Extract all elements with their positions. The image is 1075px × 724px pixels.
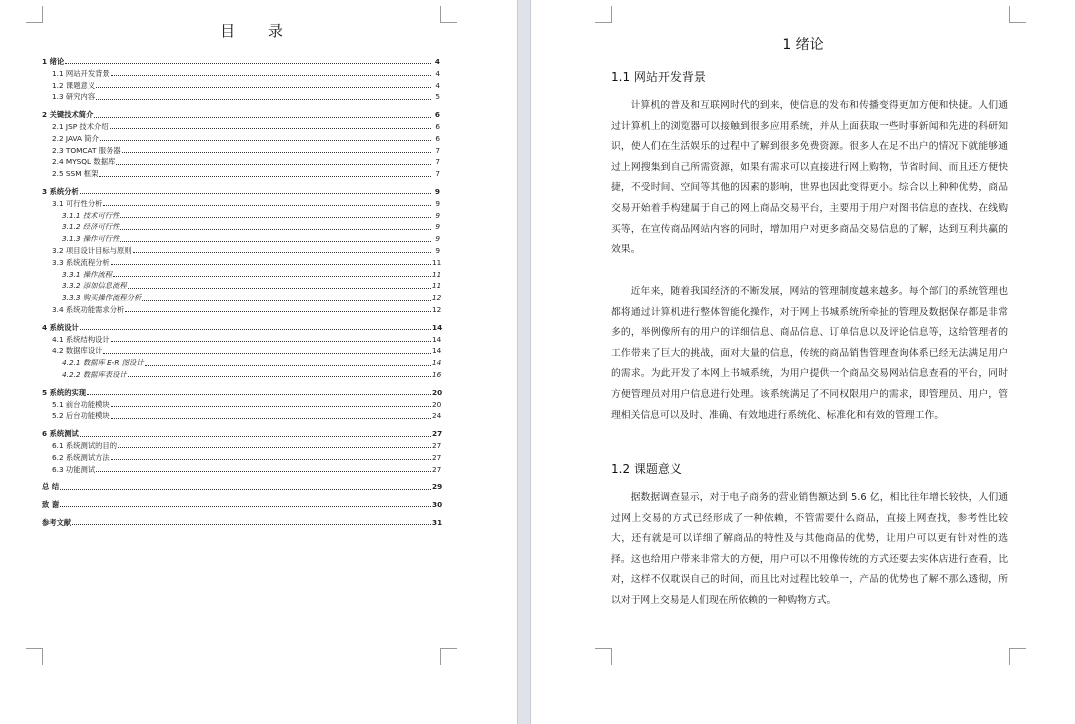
toc-leader-dots xyxy=(142,294,431,301)
toc-entry[interactable] xyxy=(42,481,443,493)
toc-entry-page: 14 xyxy=(432,346,442,356)
toc-entry-label: 3.4 系统功能需求分析 xyxy=(52,304,125,314)
crop-mark-bottom-left xyxy=(595,648,612,665)
toc-entry-label: 5.1 前台功能模块 xyxy=(52,399,110,409)
toc-entry-page: 12 xyxy=(432,304,442,314)
toc-entry[interactable] xyxy=(42,68,440,80)
toc-leader-dots xyxy=(128,370,431,377)
toc-leader-dots xyxy=(113,270,431,277)
toc-leader-dots xyxy=(100,134,431,141)
toc-entry-page: 9 xyxy=(435,198,440,208)
toc-entry-page: 7 xyxy=(435,157,440,167)
toc-leader-dots xyxy=(145,359,431,366)
toc-entry[interactable] xyxy=(42,198,440,210)
toc-entry-page: 24 xyxy=(432,411,442,421)
toc-leader-dots xyxy=(94,111,431,118)
toc-entry[interactable] xyxy=(42,399,440,411)
toc-entry-page: 4 xyxy=(435,68,440,78)
toc-leader-dots xyxy=(96,93,431,100)
toc-entry-page: 5 xyxy=(435,92,440,102)
toc-entry-label: 3.1.1 技术可行性 xyxy=(62,210,120,220)
toc-entry[interactable] xyxy=(42,210,440,222)
toc-entry-label: 2.5 SSM 框架 xyxy=(52,169,99,179)
toc-entry[interactable] xyxy=(42,464,440,476)
toc-entry[interactable] xyxy=(42,145,440,157)
toc-leader-dots xyxy=(80,323,431,330)
toc-entry-label: 4.2.1 数据库 E-R 图设计 xyxy=(62,358,144,368)
toc-entry-label: 3 系统分析 xyxy=(42,186,79,196)
toc-leader-dots xyxy=(120,223,431,230)
toc-entry[interactable] xyxy=(42,452,440,464)
toc-entry-page: 6 xyxy=(434,110,440,120)
crop-mark-bottom-right xyxy=(1009,648,1026,665)
toc-entry[interactable] xyxy=(42,304,440,316)
paragraph: 近年来，随着我国经济的不断发展，网站的管理制度越来越多。每个部门的系统管理也都将通过计算机进行整体智能化操作，对于网上书城系统所牵扯的管理及数据保存都是非常多的，举例像所有的用户的详细信息、商品信息、订单信息以及评论信息等，这给管理者的工作带来了巨大的挑战，面对大量的信息，传统的商品销售管理查询体系已经无法满足用户的需求。为此开发了本网上书城系统，为用户提供一个商品交易网站信息查看的平台，同时方便管理员对用户信息进行处理。该系统满足了不同权限用户的需求，即管理员、用户，管理相关信息可以及时、准确、有效地进行系统化、标准化和有效的管理工作。 xyxy=(611,286,1008,421)
toc-leader-dots xyxy=(120,235,431,242)
toc-leader-dots xyxy=(96,465,431,472)
toc-leader-dots xyxy=(87,388,431,395)
toc-entry-label: 2.3 TOMCAT 服务器 xyxy=(52,145,121,155)
toc-entry[interactable] xyxy=(42,56,440,68)
toc-entry-label: 1.2 课题意义 xyxy=(52,80,96,90)
toc-leader-dots xyxy=(60,483,431,490)
crop-mark-bottom-left xyxy=(26,648,43,665)
toc-entry[interactable] xyxy=(42,292,440,304)
toc-entry-page: 11 xyxy=(432,257,442,267)
toc-entry-label: 3.3 系统流程分析 xyxy=(52,257,110,267)
toc-entry-page: 14 xyxy=(432,322,443,332)
toc-leader-dots xyxy=(111,69,431,76)
toc-leader-dots xyxy=(60,500,431,507)
toc-entry[interactable] xyxy=(42,168,440,180)
toc-entry-page: 14 xyxy=(432,334,442,344)
section-title: 1.2 课题意义 xyxy=(611,462,682,476)
toc-entry[interactable] xyxy=(42,345,440,357)
chapter-title: 1 绪论 xyxy=(782,37,824,53)
toc-entry-page: 27 xyxy=(432,440,442,450)
toc-entry[interactable] xyxy=(42,428,443,440)
toc-entry-page: 27 xyxy=(432,452,442,462)
toc-entry-label: 4 系统设计 xyxy=(42,322,79,332)
toc-entry-label: 1 绪论 xyxy=(42,57,65,66)
toc-entry-label: 2.4 MYSQL 数据库 xyxy=(52,157,116,167)
toc-entry[interactable] xyxy=(42,91,440,103)
toc-entry-label: 6.2 系统测试方法 xyxy=(52,452,110,462)
toc-entry-label: 2.2 JAVA 简介 xyxy=(52,133,99,143)
toc-entry-page: 29 xyxy=(432,482,443,492)
toc-leader-dots xyxy=(118,441,431,448)
toc-entry[interactable] xyxy=(42,280,440,292)
toc-entry-label: 3.1 可行性分析 xyxy=(52,198,103,208)
toc-entry-label: 致 谢 xyxy=(42,500,60,510)
toc-entry-label: 3.3.2 添加信息流程 xyxy=(62,281,127,291)
toc-leader-dots xyxy=(103,199,431,206)
toc-entry-page: 27 xyxy=(432,464,442,474)
toc-entry-page: 4 xyxy=(435,80,440,90)
toc-entry[interactable] xyxy=(42,410,440,422)
toc-leader-dots xyxy=(103,347,431,354)
toc-entry[interactable] xyxy=(42,221,440,233)
toc-entry-label: 6.1 系统测试的目的 xyxy=(52,440,118,450)
toc-entry-page: 16 xyxy=(432,369,442,379)
toc-entry[interactable] xyxy=(42,233,440,245)
toc-leader-dots xyxy=(116,158,431,165)
toc-entry-label: 3.1.3 操作可行性 xyxy=(62,234,120,244)
toc-entry[interactable] xyxy=(42,269,440,281)
toc-entry[interactable] xyxy=(42,245,440,257)
toc-entry[interactable] xyxy=(42,121,440,133)
toc-entry-page: 7 xyxy=(435,169,440,179)
toc-leader-dots xyxy=(111,400,431,407)
toc-entry-page: 20 xyxy=(432,399,442,409)
toc-entry-page: 11 xyxy=(432,269,442,279)
toc-entry-page: 4 xyxy=(434,57,440,66)
toc-leader-dots xyxy=(125,305,431,312)
toc-list xyxy=(42,56,443,529)
toc-leader-dots xyxy=(80,430,431,437)
toc-entry-page: 7 xyxy=(435,145,440,155)
toc-leader-dots xyxy=(133,246,431,253)
toc-leader-dots xyxy=(111,412,431,419)
toc-leader-dots xyxy=(128,282,431,289)
crop-mark-top-left xyxy=(595,6,612,23)
crop-mark-bottom-right xyxy=(440,648,457,665)
toc-entry[interactable] xyxy=(42,517,443,529)
section-title: 1.1 网站开发背景 xyxy=(611,70,706,84)
toc-entry-page: 31 xyxy=(432,517,443,527)
toc-entry[interactable] xyxy=(42,186,440,198)
toc-entry-label: 4.2 数据库设计 xyxy=(52,346,103,356)
toc-entry-page: 9 xyxy=(435,210,440,220)
toc-entry-page: 9 xyxy=(435,234,440,244)
toc-leader-dots xyxy=(65,57,431,64)
toc-entry-page: 30 xyxy=(432,500,443,510)
toc-entry-label: 3.2 项目设计目标与原则 xyxy=(52,245,132,255)
toc-entry[interactable] xyxy=(42,440,440,452)
toc-entry-label: 总 结 xyxy=(42,482,60,492)
toc-entry[interactable] xyxy=(42,322,443,334)
toc-entry-label: 4.2.2 数据库表设计 xyxy=(62,369,127,379)
toc-entry-label: 6 系统测试 xyxy=(42,429,79,439)
toc-entry-label: 2 关键技术简介 xyxy=(42,110,94,120)
toc-entry[interactable] xyxy=(42,334,440,346)
toc-entry-page: 6 xyxy=(435,133,440,143)
toc-leader-dots xyxy=(120,211,431,218)
toc-entry-label: 1.1 网站开发背景 xyxy=(52,68,110,78)
toc-entry-label: 3.3.3 购买操作流程分析 xyxy=(62,293,142,303)
toc-entry-page: 9 xyxy=(434,186,440,196)
paragraph: 据数据调查显示，对于电子商务的营业销售额达到 5.6 亿，相比往年增长较快，人们通过网上交易的方式已经形成了一种依赖，不管需要什么商品，直接上网查找，参考性比较大，还有就是可以详细了解商品的特性及与其他商品的优势，让用户可以更有针对性的选择。这也给用户带来非常大的方便，用户可以不用像传统的方式还要去实体店进行查看，比对，这样不仅耽误自己的时间，而且比对过程比较单一，产品的优势也了解不那么透彻，所以对于网上交易是人们现在所依赖的一种购物方式。 xyxy=(611,492,1008,606)
toc-entry-label: 参考文献 xyxy=(42,517,72,527)
toc-leader-dots xyxy=(99,170,431,177)
toc-entry-page: 6 xyxy=(435,121,440,131)
toc-entry[interactable] xyxy=(42,80,440,92)
toc-entry-page: 27 xyxy=(432,429,443,439)
toc-entry[interactable] xyxy=(42,499,443,511)
toc-entry[interactable] xyxy=(42,156,440,168)
toc-entry[interactable] xyxy=(42,369,440,381)
toc-leader-dots xyxy=(111,335,431,342)
toc-entry-page: 20 xyxy=(432,387,443,397)
paragraph: 计算机的普及和互联网时代的到来，使信息的发布和传播变得更加方便和快捷。人们通过计算机上的浏览器可以接触到很多应用系统，并从上面获取一些时事新闻和先进的科研知识，使人们在生活娱乐的过程中了解到很多免费资源。很多人在足不出户的情况下就能够通过上网搜集到自己所需资源，如果有需求可以直接进行网上购物，节省时间、而且还方便快捷，不受时间、空间等其他的因素的影响，世界也因此变得更小。综合以上种种优势，商品交易开始着手构建属于自己的网上商品交易平台，主要用于用户对图书信息的查找、在线购买等，在宣传商品网站内容的同时，增加用户对更多商品交易信息的了解，达到互利共赢的效果。 xyxy=(611,100,1008,256)
toc-entry[interactable] xyxy=(42,257,440,269)
toc-leader-dots xyxy=(110,122,431,129)
toc-entry[interactable] xyxy=(42,387,443,399)
toc-entry-label: 5.2 后台功能模块 xyxy=(52,411,110,421)
toc-entry-page: 14 xyxy=(432,358,442,368)
crop-mark-top-right xyxy=(1009,6,1026,23)
toc-leader-dots xyxy=(80,187,431,194)
toc-entry-label: 5 系统的实现 xyxy=(42,387,87,397)
toc-entry[interactable] xyxy=(42,109,440,121)
toc-leader-dots xyxy=(111,453,431,460)
page-divider xyxy=(517,0,531,724)
toc-entry-page: 12 xyxy=(432,293,442,303)
toc-title: 目 录 xyxy=(220,22,297,40)
toc-entry[interactable] xyxy=(42,133,440,145)
toc-leader-dots xyxy=(72,518,431,525)
toc-entry-label: 6.3 功能测试 xyxy=(52,464,96,474)
toc-entry-page: 9 xyxy=(435,222,440,232)
toc-entry-label: 3.1.2 经济可行性 xyxy=(62,222,120,232)
chapter-page xyxy=(531,0,1075,724)
toc-entry[interactable] xyxy=(42,357,440,369)
toc-entry-label: 2.1 JSP 技术介绍 xyxy=(52,121,109,131)
toc-entry-page: 11 xyxy=(432,281,442,291)
toc-leader-dots xyxy=(122,146,431,153)
toc-entry-label: 3.3.1 操作流程 xyxy=(62,269,113,279)
toc-leader-dots xyxy=(111,258,431,265)
toc-entry-label: 4.1 系统结构设计 xyxy=(52,334,110,344)
toc-entry-page: 9 xyxy=(435,245,440,255)
toc-entry-label: 1.3 研究内容 xyxy=(52,92,96,102)
toc-page xyxy=(0,0,517,724)
toc-leader-dots xyxy=(96,81,431,88)
